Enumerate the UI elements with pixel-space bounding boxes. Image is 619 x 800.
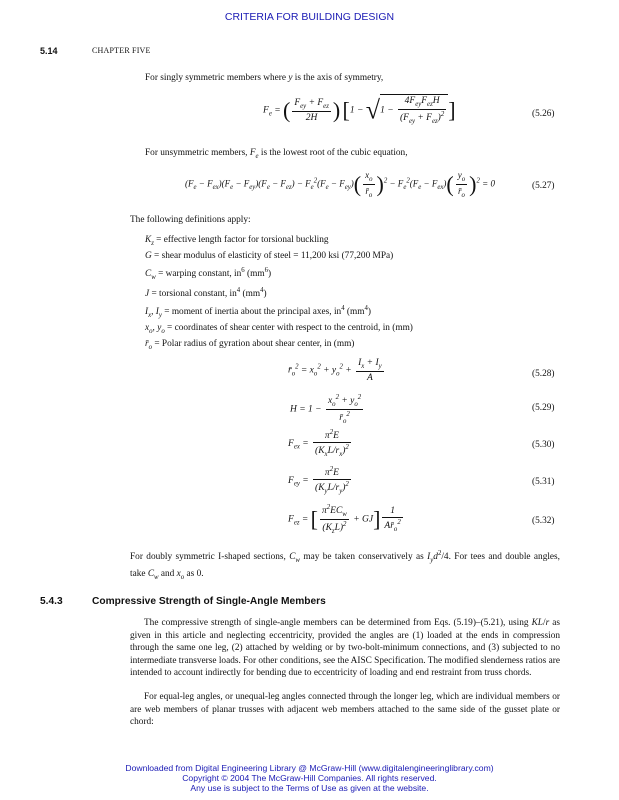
definition-g: G = shear modulus of elasticity of steel = 11,200 ksi (77,200 MPa) (145, 251, 394, 262)
page-number: 5.14 (40, 46, 58, 56)
footer (0, 763, 619, 794)
equation-number-5-26: (5.26) (532, 109, 555, 119)
definition-xo-yo: $x_o$, $y_o$ = coordinates of shear center with respect to the centroid, in (mm) (145, 322, 413, 335)
equation-5-31: $F_{ey}$ = $\frac{\pi^2E}{(K_yL/r_y)^2}$ (288, 466, 349, 496)
equation-5-29: H = 1 − $\frac{x_o^2 + y_o^2}{r̄_o^2}$ (290, 394, 362, 426)
intro-unsymmetric: For unsymmetric members, $F_e$ is the lowest root of the cubic equation, (145, 148, 408, 160)
definitions-list (145, 234, 413, 354)
definition-ix-iy: $I_x$, $I_y$ = moment of inertia about the principal axes, $in^4$ $(mm^4)$ (145, 304, 371, 319)
intro-singly-symmetric: For singly symmetric members where y is the axis of symmetry, (145, 73, 384, 83)
section-heading (40, 596, 326, 607)
equation-5-28: $r̄_o^2 = x_o^2 + y_o^2$ + $\frac{I_x + I_y}{A}$ (288, 358, 382, 383)
footer-download-link[interactable]: Downloaded from Digital Engineering Library @ McGraw-Hill (www.digitalengineeringlibrary.com) (125, 763, 494, 773)
section-title: Compressive Strength of Single-Angle Members (92, 596, 326, 607)
chapter-label: CHAPTER FIVE (92, 46, 151, 55)
definition-j: J = torsional constant, $in^4$ $(mm^4)$ (145, 287, 267, 300)
section-paragraph-2: For equal-leg angles, or unequal-leg angles connected through the longer leg, which are individual members or are web members of planar trusses with adjacent web members attached to the same side of the gusset plate or chord: (130, 692, 560, 728)
equation-number-5-28: (5.28) (532, 369, 555, 379)
section-paragraph-1: The compressive strength of single-angle members can be determined from Eqs. (5.19)–(5.21), using KL/r as given in this article and neglecting eccentricity, provided the angles are (1) loaded at the ends in compression through the same one leg, (2) attached by welding or by two-bolt-minimum connections, and (3) subjected to no intermediate transverse loads. For other conditions, see the AISC Specification. The modified slenderness ratios are intended to account indirectly for bending due to eccentricity of loading and end restraint from truss chords. (130, 618, 560, 679)
definition-ro: $r̄_o$ = Polar radius of gyration about shear center, in (mm) (145, 339, 355, 352)
equation-5-32: $F_{ez}$ = [ $\frac{\pi^2EC_w}{(K_zL)^2}$ + GJ] $\frac{1}{Ar̄_o^2}$ (288, 504, 401, 536)
equation-number-5-32: (5.32) (532, 516, 555, 526)
equation-5-30: $F_{ex}$ = $\frac{\pi^2E}{(K_xL/r_x)^2}$ (288, 429, 349, 459)
equation-5-27: $(F_e - F_{ex})(F_e - F_{ey})(F_e - F_{ez}) - F_e^2(F_e - F_{ey})$( $\frac{x_o}{r̄_o}$ )$^2 - F_e^2(F_e - F_{ex})$( $\frac{y_o}{r̄_o}$ )$^2$ = 0 (185, 170, 495, 199)
definitions-intro: The following definitions apply: (130, 215, 251, 225)
section-number: 5.4.3 (40, 596, 63, 607)
footer-copyright: Copyright © 2004 The McGraw-Hill Companies. All rights reserved. (182, 773, 437, 784)
closing-paragraph: For doubly symmetric I-shaped sections, $C_w$ may be taken conservatively as $I_yd^2/4$. For tees and double angles, take $C_w$ and $x_o$ as 0. (130, 550, 560, 581)
equation-number-5-31: (5.31) (532, 477, 555, 487)
definition-cw: $C_w$ = warping constant, $in^6$ $(mm^6)$ (145, 266, 272, 281)
footer-terms: Any use is subject to the Terms of Use as given at the website. (190, 783, 429, 794)
equation-number-5-27: (5.27) (532, 181, 555, 191)
equation-number-5-30: (5.30) (532, 440, 555, 450)
equation-number-5-29: (5.29) (532, 403, 555, 413)
page-banner: CRITERIA FOR BUILDING DESIGN (224, 11, 395, 23)
definition-kz: $K_z$ = effective length factor for torsional buckling (145, 235, 329, 247)
equation-5-26: $F_e$ = ( $\frac{F_{ey} + F_{ez}}{2H}$ ) [1 − √1 − $\frac{4F_{ey}F_{ez}H}{(F_{ey} + F_{ez})^2}$ ] (263, 95, 456, 125)
